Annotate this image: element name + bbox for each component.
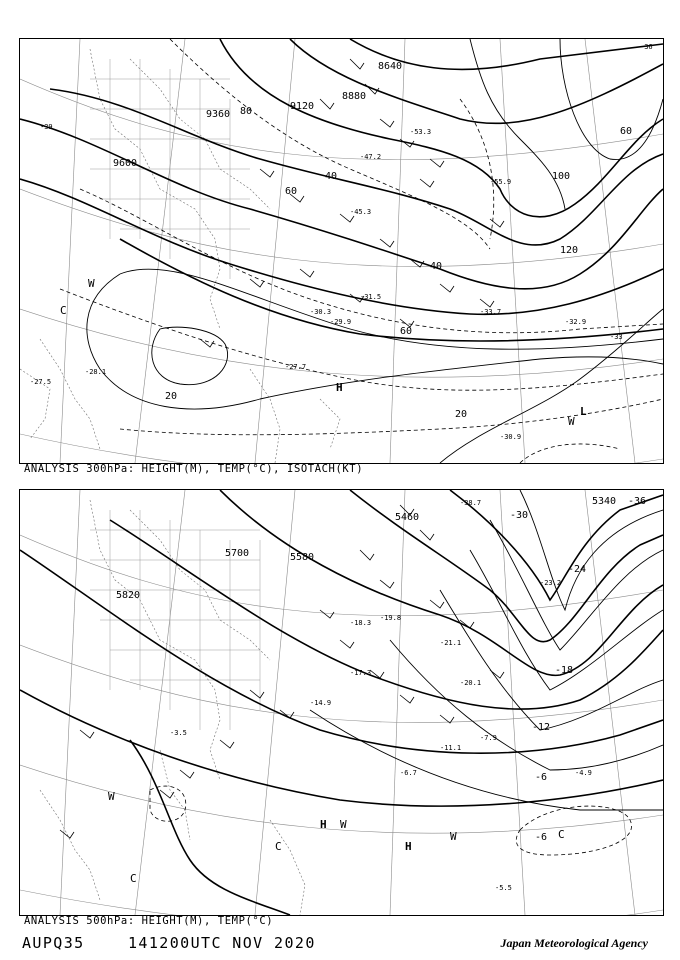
temperature-value: -29.9 [330,318,352,326]
high-center-marker: H [336,381,343,394]
height-label: 8880 [342,91,367,102]
temperature-value: -7.9 [480,734,497,742]
temperature-value: -32.9 [565,318,587,326]
height-label: 8640 [378,61,403,72]
isotherm-label: -12 [532,722,551,733]
pressure-center-group [60,277,587,428]
wind-barbs [200,59,504,347]
isotach-label: 60 [620,126,633,137]
temperature-value: -5.5 [495,884,512,892]
height-label: 5460 [395,512,420,523]
temperature-value: -19.8 [380,614,402,622]
cold-center-marker: C [60,304,67,317]
height-label: 9360 [206,109,231,120]
station-grid [90,510,260,730]
height-label-group [113,61,402,169]
isotherm-label: -18 [555,665,574,676]
warm-center-marker: W [568,415,575,428]
height-contours [20,39,663,341]
map-300hpa [20,39,663,463]
temperature-value: -27.7 [285,363,307,371]
agency-credit: Japan Meteorological Agency [500,936,648,950]
isotherm-label: -6 [535,832,548,843]
temperature-value: -6.7 [400,769,417,777]
height-label: 5820 [116,590,141,601]
isotherm-label: -24 [568,564,587,575]
cold-center-marker: C [275,840,282,853]
isotach-label: 20 [455,409,468,420]
temperature-value: -3.5 [170,729,187,737]
panel-caption-500hpa: ANALYSIS 500hPa: HEIGHT(M), TEMP(°C) [24,915,274,927]
panel-caption-300hpa: ANALYSIS 300hPa: HEIGHT(M), TEMP(°C), ISOTACH(KT) [24,463,364,475]
isotherm-label: -30 [510,510,529,521]
closed-isotherm [150,786,632,855]
height-label: 9120 [290,101,315,112]
temperature-value: -14.9 [310,699,332,707]
temperature-value: -21.1 [440,639,462,647]
isotach-label: 60 [285,186,298,197]
isotach-label: 80 [240,106,253,117]
high-center-marker: H [320,818,327,831]
temperature-value: -31.5 [360,293,382,301]
height-label: 9600 [113,158,138,169]
isotherm-label: -6 [535,772,548,783]
warm-center-marker: W [340,818,347,831]
temperature-value: -55.9 [490,178,512,186]
isotherm-label: -36 [628,496,647,507]
temperature-value: -30.3 [310,308,332,316]
warm-center-marker: W [450,830,457,843]
map-500hpa [20,490,663,915]
temperature-value: -28.1 [85,368,107,376]
height-label: 5700 [225,548,250,559]
temperature-value: -33 [610,333,623,341]
temperature-value: -17.3 [350,669,372,677]
isotherm-contours [310,490,663,810]
chart-code: AUPQ35 [22,934,85,952]
height-label: 5340 [592,496,617,507]
temperature-value: -4.9 [575,769,592,777]
temperature-value: -30.9 [500,433,522,441]
cold-center-marker: C [130,872,137,885]
temperature-value: -53.3 [410,128,432,136]
map-panel-500hpa [19,489,664,916]
graticule [20,490,663,915]
isotach-label: 120 [560,245,579,256]
valid-time: 141200UTC NOV 2020 [128,934,316,952]
height-contours [20,490,663,915]
temperature-value: -18.3 [350,619,372,627]
temperature-value: -23.2 [540,579,562,587]
temperature-value: -20.1 [460,679,482,687]
temperature-value: -27.5 [30,378,52,386]
temperature-value: -47.2 [360,153,382,161]
height-label: 5580 [290,552,315,563]
isotach-label: 40 [325,171,338,182]
cold-center-marker: C [558,828,565,841]
low-center-marker: L [580,405,587,418]
isotach-label: 20 [165,391,178,402]
isotach-label: 40 [430,261,443,272]
map-panel-300hpa [19,38,664,464]
temperature-value: -45.3 [350,208,372,216]
temperature-value: -39 [40,123,53,131]
temperature-value: -36 [640,43,653,51]
warm-center-marker: W [108,790,115,803]
isotach-label: 60 [400,326,413,337]
station-grid [90,59,253,279]
warm-center-marker: W [88,277,95,290]
high-center-marker: H [405,840,412,853]
temperature-value: -38.7 [460,499,482,507]
isotach-label: 100 [552,171,571,182]
temperature-value: -33.7 [480,308,502,316]
isotach-label-group [165,106,632,420]
temperature-value: -11.1 [440,744,462,752]
